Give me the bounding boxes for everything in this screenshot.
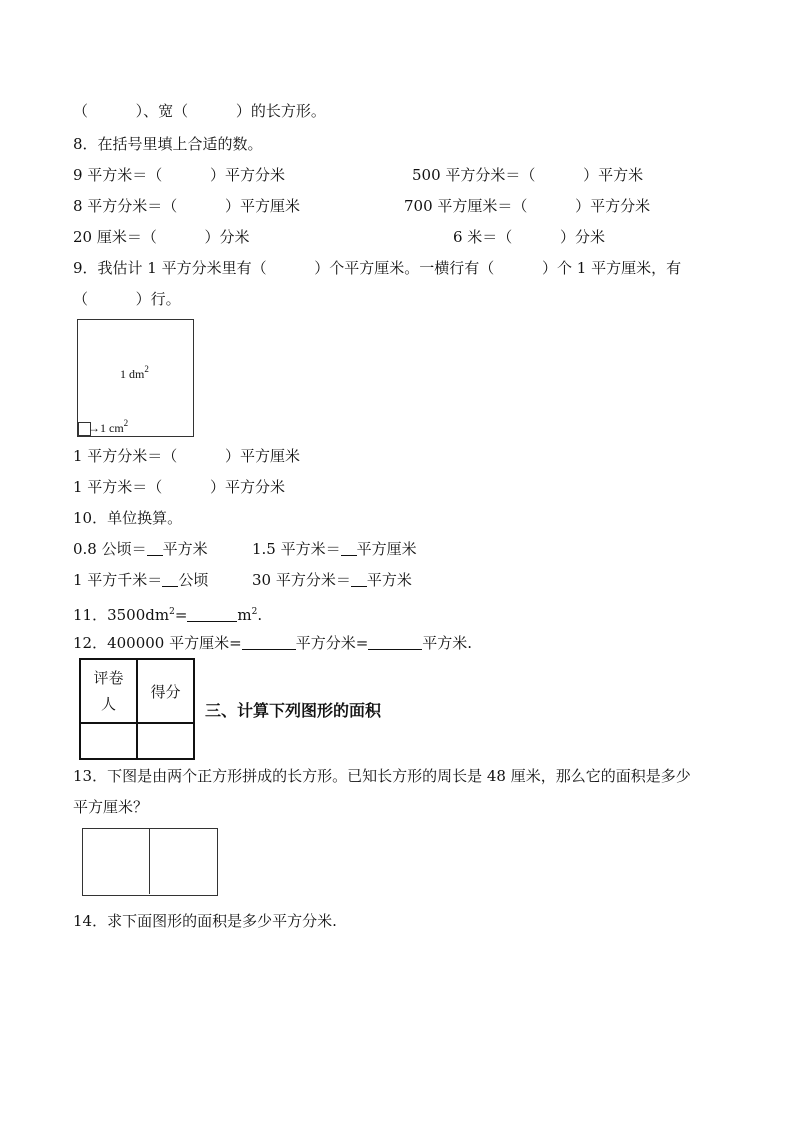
score-header-grader: 评卷 人 [80,659,137,723]
q14: 14．求下面图形的面积是多少平方分米. [73,912,337,930]
q9-line1: 9．我估计 1 平方分米里有（ ）个平方厘米。一横行有（ ）个 1 平方厘米，有 [73,259,682,277]
q10-item4: 30 平方分米＝ 平方米 [252,571,412,589]
q13-line1: 13．下图是由两个正方形拼成的长方形。已知长方形的周长是 48 厘米，那么它的面积是多少 [73,767,691,785]
q8-row2-right: 700 平方厘米＝（ ）平方分米 [404,197,651,215]
score-cell-grader[interactable] [80,723,137,759]
q8-row3-left: 20 厘米＝（ ）分米 [73,228,250,246]
q12: 12．400000 平方厘米= 平方分米= 平方米. [73,634,473,652]
q9-line2: （ ）行。 [73,290,181,308]
two-squares-rectangle [82,828,218,896]
q11: 11．$3500dm^2= m^2$. [73,606,263,624]
score-cell-score[interactable] [137,723,194,759]
section-3-heading: 三、计算下列图形的面积 [205,701,382,720]
q9-eq1: 1 平方分米＝（ ）平方厘米 [73,447,300,465]
q9-eq2: 1 平方米＝（ ）平方分米 [73,478,285,496]
q8-row2-left: 8 平方分米＝（ ）平方厘米 [73,197,300,215]
score-header-score: 得分 [137,659,194,723]
q10-item3: 1 平方千米＝ 公顷 [73,571,209,589]
q10-item2: 1.5 平方米＝ 平方厘米 [252,540,417,558]
rectangle-divider [149,828,150,894]
dm2-label: 1 $dm^2$ [120,364,149,381]
q13-line2: 平方厘米？ [73,798,149,816]
q8-row1-left: 9 平方米＝（ ）平方分米 [73,166,285,184]
q8-row1-right: 500 平方分米＝（ ）平方米 [412,166,644,184]
cm2-label: →1 $cm^2$ [88,418,129,435]
q7-tail: （ ）、宽（ ）的长方形。 [73,102,326,120]
q10-title: 10．单位换算。 [73,509,183,527]
q10-item1: 0.8 公顷＝ 平方米 [73,540,208,558]
q8-row3-right: 6 米＝（ ）分米 [453,228,605,246]
score-table [79,658,195,760]
q8-title: 8．在括号里填上合适的数。 [73,135,263,153]
